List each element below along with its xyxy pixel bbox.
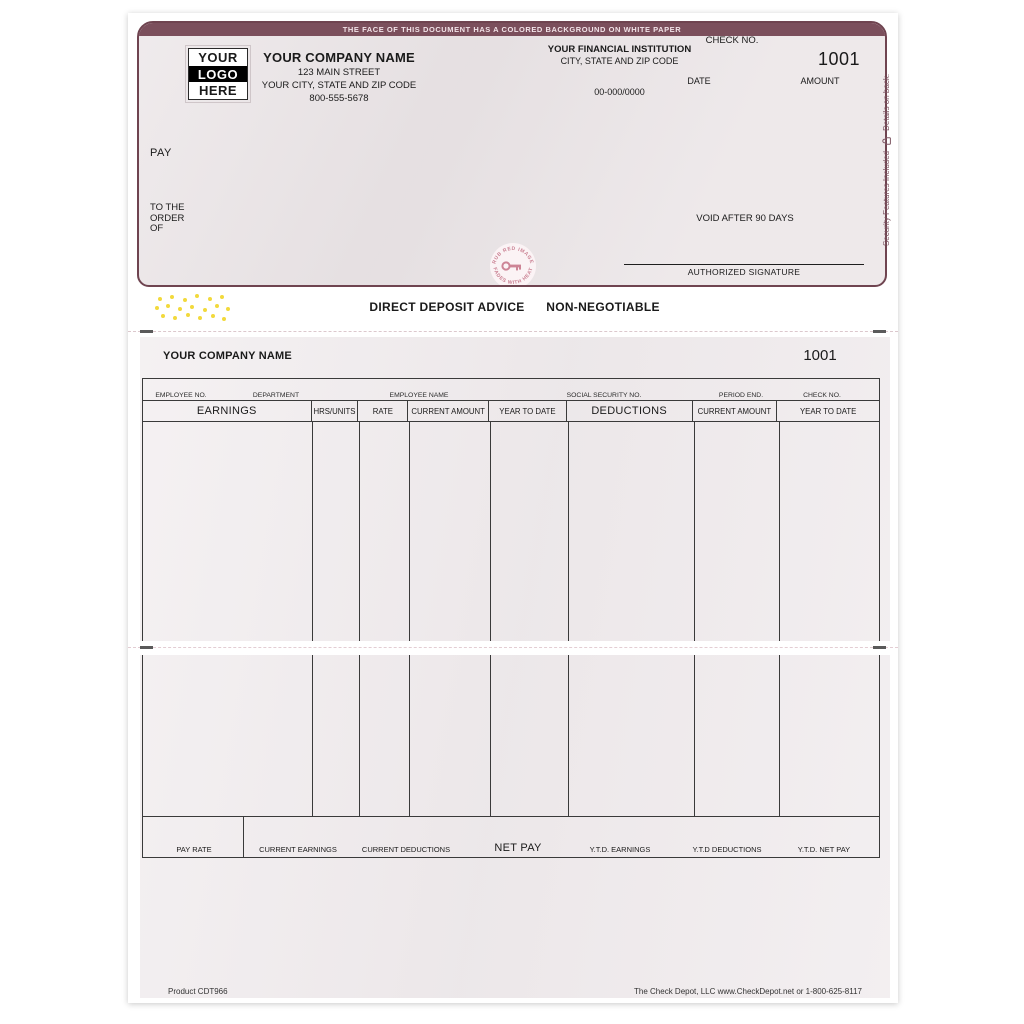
ytd-earnings-label: Y.T.D. EARNINGS bbox=[589, 845, 651, 854]
ytd-deductions-label: Y.T.D DEDUCTIONS bbox=[692, 845, 762, 854]
pay-stub bbox=[140, 337, 890, 998]
direct-deposit-advice-title: DIRECT DEPOSIT ADVICE bbox=[369, 300, 525, 314]
security-features-strip bbox=[879, 70, 893, 250]
deductions-header: DEDUCTIONS bbox=[567, 401, 693, 421]
column-divider bbox=[568, 422, 569, 817]
check-number: 1001 bbox=[817, 49, 861, 69]
signature-line bbox=[624, 264, 864, 265]
ded-current-amount-header: CURRENT AMOUNT bbox=[693, 401, 778, 421]
earnings-header: EARNINGS bbox=[143, 401, 312, 421]
employee-name-label: EMPLOYEE NAME bbox=[389, 392, 449, 399]
logo-line-2: LOGO bbox=[189, 66, 247, 83]
perforation-dashes bbox=[128, 647, 898, 648]
company-street: 123 MAIN STREET bbox=[297, 67, 381, 78]
column-divider bbox=[490, 422, 491, 817]
void-after-90-days-text: VOID AFTER 90 DAYS bbox=[696, 213, 794, 224]
company-city: YOUR CITY, STATE AND ZIP CODE bbox=[261, 80, 417, 91]
column-divider bbox=[409, 422, 410, 817]
non-negotiable-text: NON-NEGOTIABLE bbox=[546, 300, 660, 314]
hrs-units-header: HRS/UNITS bbox=[312, 401, 359, 421]
company-name: YOUR COMPANY NAME bbox=[263, 50, 415, 65]
perforation-mark-right bbox=[873, 330, 886, 333]
year-to-date-header: YEAR TO DATE bbox=[489, 401, 567, 421]
to-the-order-of-label bbox=[150, 203, 185, 235]
current-earnings-label: CURRENT EARNINGS bbox=[259, 845, 337, 854]
perforation-mark-left bbox=[140, 330, 153, 333]
perforation-mark-left bbox=[140, 646, 153, 649]
employee-info-label-row bbox=[143, 379, 879, 400]
column-divider bbox=[694, 422, 695, 817]
column-divider bbox=[779, 422, 780, 817]
colored-background-notice-text: THE FACE OF THIS DOCUMENT HAS A COLORED BACKGROUND ON WHITE PAPER bbox=[342, 25, 682, 34]
department-label: DEPARTMENT bbox=[252, 392, 300, 399]
table-body bbox=[143, 422, 879, 817]
pay-label: PAY bbox=[150, 147, 172, 159]
order-line-3: OF bbox=[150, 223, 164, 234]
column-divider bbox=[359, 422, 360, 817]
product-code: Product CDT966 bbox=[168, 987, 228, 996]
yellow-speckle-pattern bbox=[158, 297, 162, 301]
bank-city: CITY, STATE AND ZIP CODE bbox=[560, 56, 679, 66]
bank-name: YOUR FINANCIAL INSTITUTION bbox=[547, 44, 692, 55]
net-pay-label: NET PAY bbox=[494, 842, 542, 854]
social-security-label: SOCIAL SECURITY NO. bbox=[566, 392, 642, 399]
perforation-mark-right bbox=[873, 646, 886, 649]
check-no-column-label: CHECK NO. bbox=[803, 392, 841, 399]
employee-no-label: EMPLOYEE NO. bbox=[155, 392, 207, 399]
order-line-2: ORDER bbox=[150, 212, 185, 224]
logo-placeholder bbox=[188, 48, 248, 100]
check-face bbox=[137, 21, 887, 287]
current-amount-header: CURRENT AMOUNT bbox=[408, 401, 489, 421]
perforation-line-top bbox=[128, 331, 898, 332]
seal-bottom-text: FADES WITH HEAT bbox=[491, 266, 535, 287]
ytd-net-pay-label: Y.T.D. NET PAY bbox=[797, 845, 851, 854]
totals-row bbox=[143, 816, 879, 857]
security-features-text: Security Features Included bbox=[881, 150, 891, 247]
lock-icon bbox=[882, 137, 891, 145]
advice-band bbox=[128, 289, 898, 337]
heat-sensitive-security-seal bbox=[488, 241, 538, 287]
logo-line-1: YOUR bbox=[198, 49, 238, 65]
pay-stub-table bbox=[142, 378, 880, 858]
seal-top-text: RUB RED IMAGE bbox=[491, 245, 535, 265]
stub-check-number: 1001 bbox=[803, 347, 837, 364]
signature-area bbox=[624, 264, 864, 277]
order-line-1: TO THE bbox=[150, 202, 185, 213]
perforation-band-middle bbox=[128, 641, 898, 655]
company-phone: 800-555-5678 bbox=[309, 93, 369, 104]
company-address-block bbox=[244, 50, 434, 104]
column-divider bbox=[312, 422, 313, 817]
amount-label: AMOUNT bbox=[800, 76, 840, 86]
check-no-label: CHECK NO. bbox=[705, 35, 759, 46]
bank-fraction-number: 00-000/0000 bbox=[594, 87, 645, 97]
period-end-label: PERIOD END. bbox=[718, 392, 764, 399]
pay-rate-label: PAY RATE bbox=[176, 845, 212, 854]
stub-company-name: YOUR COMPANY NAME bbox=[163, 350, 292, 362]
check-sheet-page bbox=[128, 13, 898, 1003]
date-label: DATE bbox=[687, 76, 711, 86]
vendor-contact-info: The Check Depot, LLC www.CheckDepot.net or 1-800-625-8117 bbox=[634, 987, 862, 996]
ded-year-to-date-header: YEAR TO DATE bbox=[799, 406, 857, 416]
financial-institution-block bbox=[537, 44, 702, 66]
rate-header: RATE bbox=[358, 401, 408, 421]
column-header-row bbox=[143, 400, 879, 422]
current-deductions-label: CURRENT DEDUCTIONS bbox=[361, 845, 451, 854]
pay-rate-divider bbox=[243, 817, 244, 857]
logo-line-3: HERE bbox=[198, 83, 238, 99]
authorized-signature-label: AUTHORIZED SIGNATURE bbox=[687, 267, 801, 277]
details-on-back-text: Details on back. bbox=[881, 73, 891, 131]
